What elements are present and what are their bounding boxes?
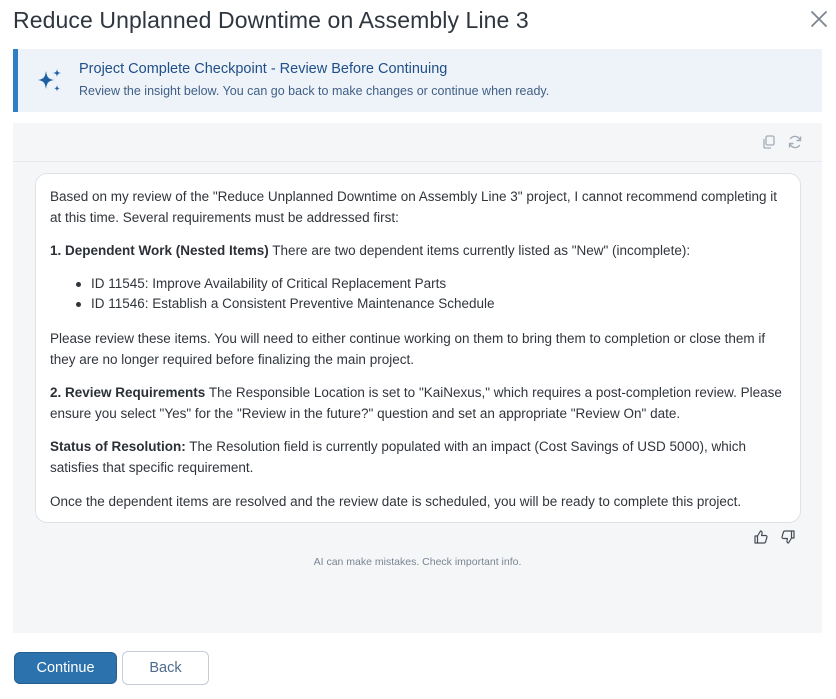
list-item: ID 11545: Improve Availability of Critical Replacement Parts (91, 276, 447, 291)
section-text: The Resolution field is currently populated with an impact (Cost Savings of USD 5000), which (185, 439, 747, 454)
para-2-line-1: Please review these items. You will need to either continue working on them to bring them to completion or close them if (50, 331, 766, 346)
banner-title: Project Complete Checkpoint - Review Before Continuing (79, 61, 448, 77)
bullet-dot (76, 302, 81, 307)
copy-button[interactable] (761, 134, 777, 150)
insight-panel (13, 123, 822, 633)
ai-message-card (35, 173, 801, 523)
section-text: The Responsible Location is set to "KaiNexus," which requires a post-completion review. Please (205, 385, 782, 400)
list-item: ID 11546: Establish a Consistent Preventive Maintenance Schedule (91, 296, 495, 311)
sparkles-icon (35, 66, 65, 96)
section-heading: 1. Dependent Work (Nested Items) (50, 243, 269, 258)
dialog-title: Reduce Unplanned Downtime on Assembly Line 3 (13, 7, 529, 33)
para-2-line-2: they are no longer required before finalizing the main project. (50, 352, 414, 367)
closing-line: Once the dependent items are resolved and the review date is scheduled, you will be ready to complete this project. (50, 494, 742, 509)
banner-subtitle: Review the insight below. You can go back to make changes or continue when ready. (79, 84, 550, 98)
close-button[interactable] (808, 8, 830, 30)
section-heading: 2. Review Requirements (50, 385, 206, 400)
continue-button[interactable]: Continue (14, 652, 117, 684)
regenerate-button[interactable] (787, 134, 803, 150)
section-dependent-work (50, 240, 792, 261)
section-review-line-2: ensure you select "Yes" for the "Review in the future?" question and set an appropriate "Review On" date. (50, 406, 681, 421)
ai-disclaimer: AI can make mistakes. Check important info. (313, 556, 522, 568)
close-icon (808, 8, 830, 30)
section-resolution-status (50, 436, 792, 457)
section-review-requirements (50, 382, 792, 403)
thumbs-up-button[interactable] (753, 529, 769, 545)
intro-line-1: Based on my review of the "Reduce Unplanned Downtime on Assembly Line 3" project, I cannot recommend completing it (50, 189, 777, 204)
checkpoint-banner (13, 49, 822, 112)
section-text: There are two dependent items currently listed as "New" (incomplete): (268, 243, 691, 258)
refresh-icon (787, 134, 803, 150)
section-heading: Status of Resolution: (50, 439, 186, 454)
toolbar-divider (13, 161, 822, 162)
copy-icon (761, 134, 777, 150)
intro-line-2: at this time. Several requirements must be addressed first: (50, 210, 399, 225)
bullet-dot (76, 282, 81, 287)
back-button[interactable]: Back (122, 651, 209, 685)
thumbs-up-icon (753, 529, 769, 545)
thumbs-down-icon (780, 529, 796, 545)
section-resolution-line-2: satisfies that specific requirement. (50, 460, 254, 475)
thumbs-down-button[interactable] (780, 529, 796, 545)
